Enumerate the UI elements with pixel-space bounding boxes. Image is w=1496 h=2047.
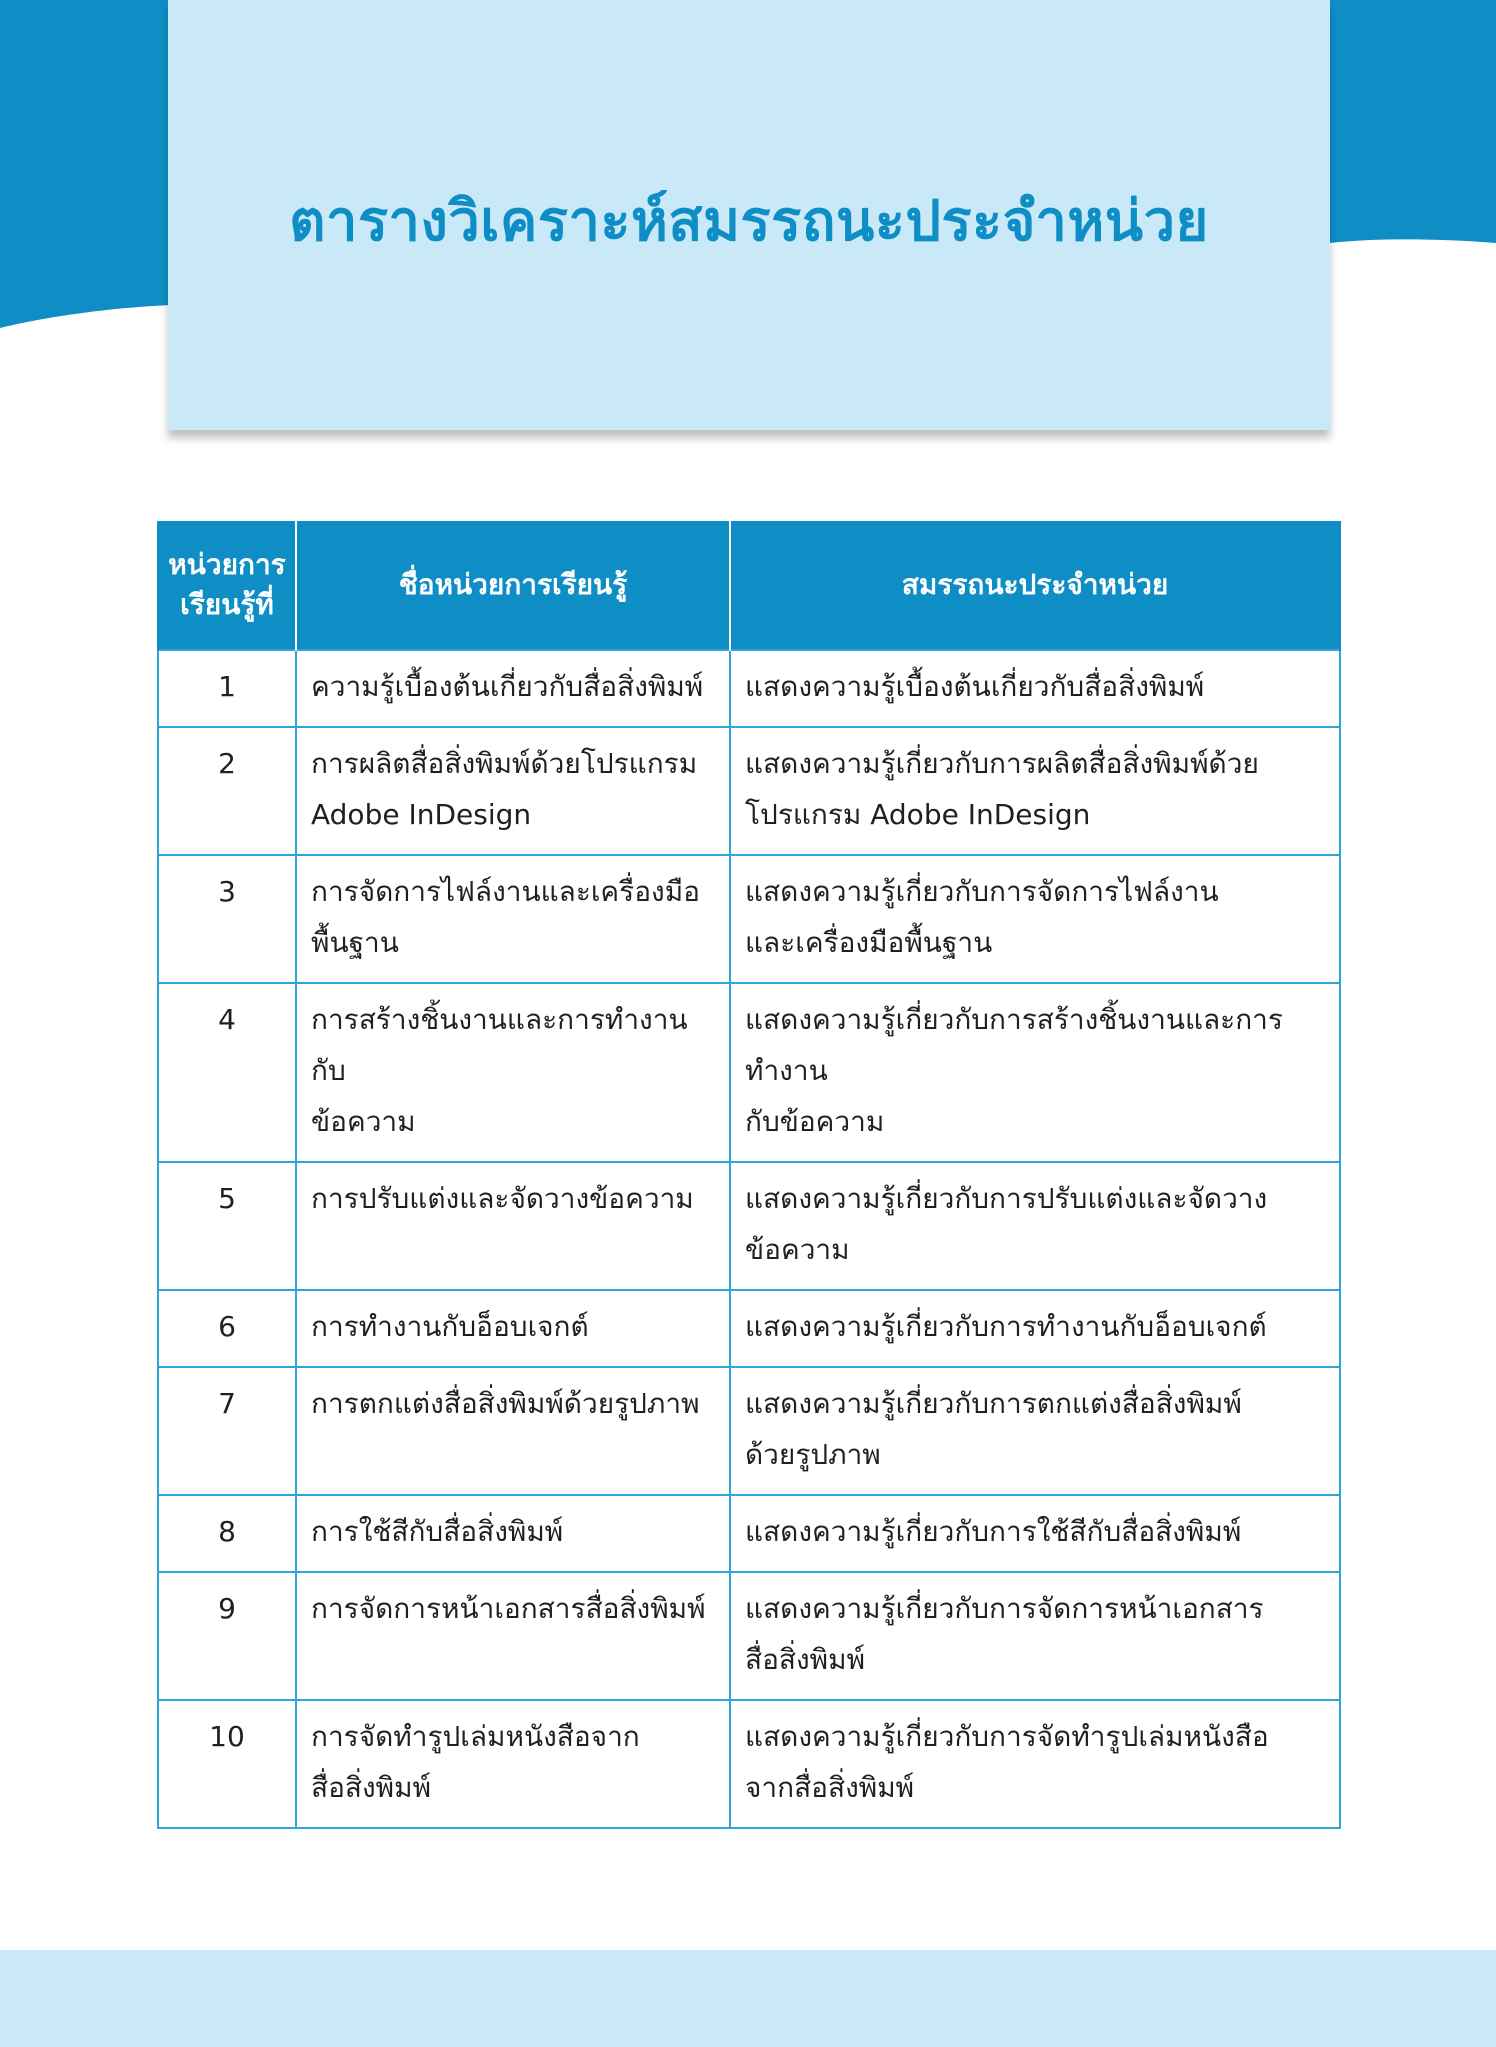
unit-name [296, 1290, 730, 1367]
competency-line: แสดงความรู้เกี่ยวกับการทำงานกับอ็อบเจกต์ [745, 1310, 1267, 1343]
table-header-row [158, 521, 1340, 650]
unit-name [296, 855, 730, 983]
unit-name-line: การใช้สีกับสื่อสิ่งพิมพ์ [311, 1515, 564, 1548]
header-unit-number [158, 521, 296, 650]
competency-line: จากสื่อสิ่งพิมพ์ [745, 1771, 915, 1804]
unit-name-line: สื่อสิ่งพิมพ์ [311, 1771, 432, 1804]
unit-name-line: ข้อความ [311, 1105, 416, 1138]
competency-table [157, 521, 1341, 1829]
table-row [158, 1162, 1340, 1290]
unit-number: 3 [158, 855, 296, 983]
unit-competency [730, 1367, 1340, 1495]
unit-name [296, 727, 730, 855]
unit-name [296, 1572, 730, 1700]
unit-competency [730, 1162, 1340, 1290]
unit-number: 1 [158, 650, 296, 727]
competency-line: สื่อสิ่งพิมพ์ [745, 1643, 866, 1676]
header-unit-name: ชื่อหน่วยการเรียนรู้ [296, 521, 730, 650]
unit-name [296, 1367, 730, 1495]
competency-line: แสดงความรู้เกี่ยวกับการใช้สีกับสื่อสิ่งพิมพ์ [745, 1515, 1242, 1548]
header-unit-number-line1: หน่วยการ [168, 548, 286, 581]
competency-line: แสดงความรู้เกี่ยวกับการจัดการหน้าเอกสาร [745, 1592, 1264, 1625]
unit-name [296, 983, 730, 1162]
unit-name-line: Adobe InDesign [311, 798, 532, 831]
unit-number: 6 [158, 1290, 296, 1367]
wave-right [1320, 0, 1496, 244]
unit-competency [730, 1290, 1340, 1367]
unit-name-line: การปรับแต่งและจัดวางข้อความ [311, 1182, 694, 1215]
unit-competency [730, 1495, 1340, 1572]
unit-competency [730, 1700, 1340, 1828]
table-body [158, 650, 1340, 1828]
unit-competency [730, 855, 1340, 983]
unit-number: 10 [158, 1700, 296, 1828]
table-row [158, 983, 1340, 1162]
table-row [158, 1495, 1340, 1572]
unit-competency [730, 650, 1340, 727]
unit-name-line: พื้นฐาน [311, 926, 399, 959]
header-competency: สมรรถนะประจำหน่วย [730, 521, 1340, 650]
unit-number: 9 [158, 1572, 296, 1700]
unit-name [296, 1700, 730, 1828]
table-row [158, 1367, 1340, 1495]
unit-number: 5 [158, 1162, 296, 1290]
unit-name-line: การผลิตสื่อสิ่งพิมพ์ด้วยโปรแกรม [311, 747, 698, 780]
unit-name-line: การจัดการหน้าเอกสารสื่อสิ่งพิมพ์ [311, 1592, 706, 1625]
header-unit-number-line2: เรียนรู้ที่ [180, 588, 274, 621]
table-row [158, 650, 1340, 727]
unit-name-line: การทำงานกับอ็อบเจกต์ [311, 1310, 589, 1343]
unit-name [296, 1495, 730, 1572]
competency-line: และเครื่องมือพื้นฐาน [745, 926, 993, 959]
table-row [158, 1700, 1340, 1828]
table-row [158, 727, 1340, 855]
unit-competency [730, 983, 1340, 1162]
unit-number: 7 [158, 1367, 296, 1495]
unit-number: 2 [158, 727, 296, 855]
title-card [168, 0, 1330, 430]
competency-line: แสดงความรู้เกี่ยวกับการจัดทำรูปเล่มหนังสือ [745, 1720, 1269, 1753]
competency-line: แสดงความรู้เกี่ยวกับการตกแต่งสื่อสิ่งพิมพ์ [745, 1387, 1242, 1420]
competency-line: แสดงความรู้เกี่ยวกับการผลิตสื่อสิ่งพิมพ์ด้วย [745, 747, 1259, 780]
unit-name-line: การจัดการไฟล์งานและเครื่องมือ [311, 875, 700, 908]
unit-name-line: การสร้างชิ้นงานและการทำงานกับ [311, 1003, 688, 1087]
table-row [158, 855, 1340, 983]
page-title: ตารางวิเคราะห์สมรรถนะประจำหน่วย [289, 188, 1209, 254]
competency-line: ข้อความ [745, 1233, 850, 1266]
unit-competency [730, 727, 1340, 855]
unit-name [296, 650, 730, 727]
wave-left [0, 0, 170, 328]
unit-name-line: การจัดทำรูปเล่มหนังสือจาก [311, 1720, 640, 1753]
unit-name-line: การตกแต่งสื่อสิ่งพิมพ์ด้วยรูปภาพ [311, 1387, 700, 1420]
unit-name [296, 1162, 730, 1290]
competency-line: แสดงความรู้เกี่ยวกับการปรับแต่งและจัดวาง [745, 1182, 1268, 1215]
unit-competency [730, 1572, 1340, 1700]
unit-name-line: ความรู้เบื้องต้นเกี่ยวกับสื่อสิ่งพิมพ์ [311, 670, 704, 703]
competency-line: แสดงความรู้เกี่ยวกับการจัดการไฟล์งาน [745, 875, 1219, 908]
table-row [158, 1572, 1340, 1700]
table-row [158, 1290, 1340, 1367]
competency-line: กับข้อความ [745, 1105, 885, 1138]
competency-line: ด้วยรูปภาพ [745, 1438, 881, 1471]
competency-line: โปรแกรม Adobe InDesign [745, 798, 1091, 831]
unit-number: 8 [158, 1495, 296, 1572]
footer-band [0, 1950, 1496, 2047]
competency-line: แสดงความรู้เกี่ยวกับการสร้างชิ้นงานและการทำงาน [745, 1003, 1283, 1087]
unit-number: 4 [158, 983, 296, 1162]
competency-line: แสดงความรู้เบื้องต้นเกี่ยวกับสื่อสิ่งพิมพ์ [745, 670, 1205, 703]
